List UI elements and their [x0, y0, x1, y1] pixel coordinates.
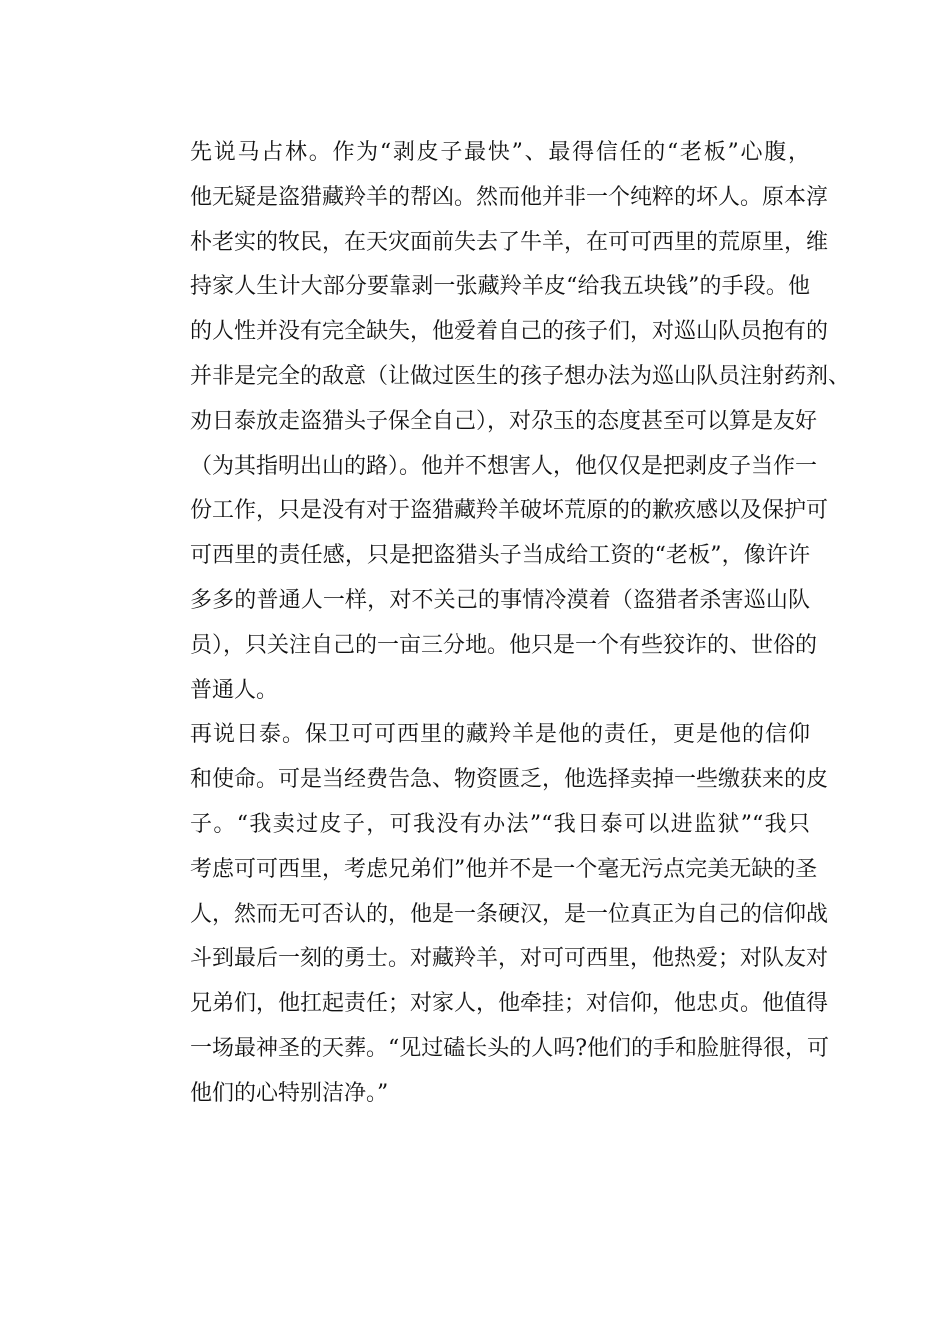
text-line: 劝日泰放走盗猎头子保全自己），对尕玉的态度甚至可以算是友好 [190, 408, 818, 434]
paragraph-ri-tai [146, 713, 830, 1116]
text-line: 朴老实的牧民，在天灾面前失去了牛羊，在可可西里的荒原里，维 [190, 229, 829, 255]
paragraph-ma-zhanlin [146, 131, 851, 713]
text-line: 斗到最后一刻的勇士。对藏羚羊，对可可西里，他热爱；对队友对 [190, 946, 829, 972]
text-line: 子。“我卖过皮子，可我没有办法”“我日泰可以进监狱”“我只 [190, 811, 810, 837]
text-line: 可西里的责任感，只是把盗猎头子当成给工资的“老板”，像许许 [190, 543, 810, 569]
text-line: 考虑可可西里，考虑兄弟们”他并不是一个毫无污点完美无缺的圣 [190, 856, 818, 882]
text-line: 和使命。可是当经费告急、物资匮乏，他选择卖掉一些缴获来的皮 [190, 767, 829, 793]
text-line: 再说日泰。保卫可可西里的藏羚羊是他的责任，更是他的信仰 [190, 722, 810, 748]
text-line: 人，然而无可否认的，他是一条硬汉，是一位真正为自己的信仰战 [190, 901, 829, 927]
text-line: 兄弟们，他扛起责任；对家人，他牵挂；对信仰，他忠贞。他值得 [190, 991, 829, 1017]
text-line: 的人性并没有完全缺失，他爱着自己的孩子们，对巡山队员抱有的 [190, 319, 829, 345]
text-line: 份工作，只是没有对于盗猎藏羚羊破坏荒原的的歉疚感以及保护可 [190, 498, 829, 524]
text-line: 普通人。 [190, 677, 279, 703]
text-line: 一场最神圣的天葬。“见过磕长头的人吗?他们的手和脸脏得很，可 [190, 1035, 830, 1061]
text-line: 他们的心特别洁净。” [190, 1080, 389, 1106]
text-line: 他无疑是盗猎藏羚羊的帮凶。然而他并非一个纯粹的坏人。原本淳 [190, 184, 829, 210]
text-line: 员），只关注自己的一亩三分地。他只是一个有些狡诈的、世俗的 [190, 632, 818, 658]
text-line: （为其指明出山的路）。他并不想害人，他仅仅是把剥皮子当作一 [190, 453, 818, 479]
text-line: 并非是完全的敌意（让做过医生的孩子想办法为巡山队员注射药剂、 [190, 363, 851, 389]
text-line: 先说马占林。作为“剥皮子最快”、最得信任的“老板”心腹， [190, 140, 810, 165]
document-body [146, 131, 851, 1117]
text-line: 多多的普通人一样，对不关己的事情冷漠着（盗猎者杀害巡山队 [190, 587, 810, 613]
text-line: 持家人生计大部分要靠剥一张藏羚羊皮“给我五块钱”的手段。他 [190, 274, 810, 300]
